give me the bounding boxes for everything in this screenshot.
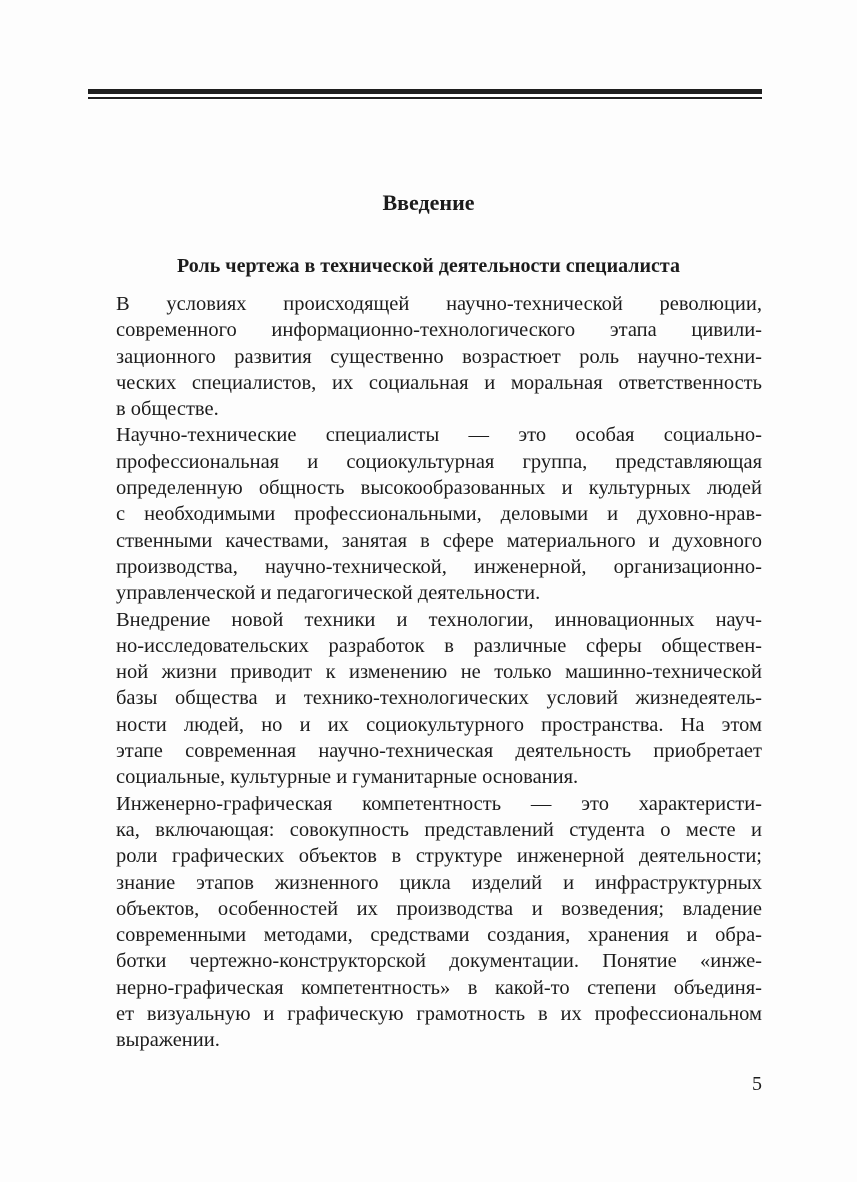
text-line: ческих специалистов, их социальная и моральная ответственность <box>116 371 762 394</box>
text-line: знание этапов жизненного цикла изделий и инфраструктурных <box>116 871 762 894</box>
text-line: базы общества и технико-технологических условий жизнедеятель- <box>116 687 762 710</box>
text-line: ственными качествами, занятая в сфере материального и духовного <box>116 529 762 552</box>
header-rule-thin <box>88 97 762 99</box>
text-line: ности людей, но и их социокультурного пространства. На этом <box>116 713 762 736</box>
section-title: Роль чертежа в технической деятельности специалиста <box>177 255 680 277</box>
text-line: с необходимыми профессиональными, деловыми и духовно-нрав- <box>116 503 762 526</box>
text-line: социальные, культурные и гуманитарные основания. <box>116 766 579 789</box>
text-line: роли графических объектов в структуре инженерной деятельности; <box>116 845 762 868</box>
paragraph <box>116 607 762 791</box>
text-line: объектов, особенностей их производства и возведения; владение <box>116 897 762 920</box>
text-line: современного информационно-технологического этапа цивили- <box>116 319 762 342</box>
text-line: ботки чертежно-конструкторской документации. Понятие «инже- <box>116 950 762 973</box>
text-line: ет визуальную и графическую грамотность в их профессиональном <box>116 1003 762 1026</box>
paragraph <box>116 791 762 1054</box>
text-line: в обществе. <box>116 398 219 421</box>
text-line: нерно-графическая компетентность» в какой-то степени объединя- <box>116 976 762 999</box>
text-line: В условиях происходящей научно-технической революции, <box>116 293 762 315</box>
text-line: Внедрение новой техники и технологии, инновационных науч- <box>116 608 762 631</box>
text-line: выражении. <box>116 1029 220 1052</box>
text-line: производства, научно-технической, инженерной, организационно- <box>116 555 762 578</box>
text-line: но-исследовательских разработок в различные сферы обществен- <box>116 634 762 657</box>
text-line: этапе современная научно-техническая деятельность приобретает <box>116 740 762 763</box>
text-line: определенную общность высокообразованных и культурных людей <box>116 477 762 500</box>
text-line: современными методами, средствами создания, хранения и обра- <box>116 924 762 947</box>
text-line: Научно-технические специалисты — это особая социально- <box>116 424 762 447</box>
paragraph <box>116 422 762 606</box>
text-line: профессиональная и социокультурная группа, представляющая <box>116 450 762 473</box>
chapter-title: Введение <box>382 190 475 215</box>
text-line: ка, включающая: совокупность представлений студента о месте и <box>116 818 762 841</box>
text-line: Инженерно-графическая компетентность — это характеристи- <box>116 792 762 815</box>
text-line: управленческой и педагогической деятельности. <box>116 582 541 605</box>
header-rule-thick <box>88 89 762 94</box>
paragraph <box>116 291 762 422</box>
text-line: зационного развития существенно возрастюет роль научно-техни- <box>116 345 762 368</box>
body-text <box>116 291 762 1054</box>
page-number: 5 <box>752 1073 762 1095</box>
text-line: ной жизни приводит к изменению не только машинно-технической <box>116 661 762 684</box>
